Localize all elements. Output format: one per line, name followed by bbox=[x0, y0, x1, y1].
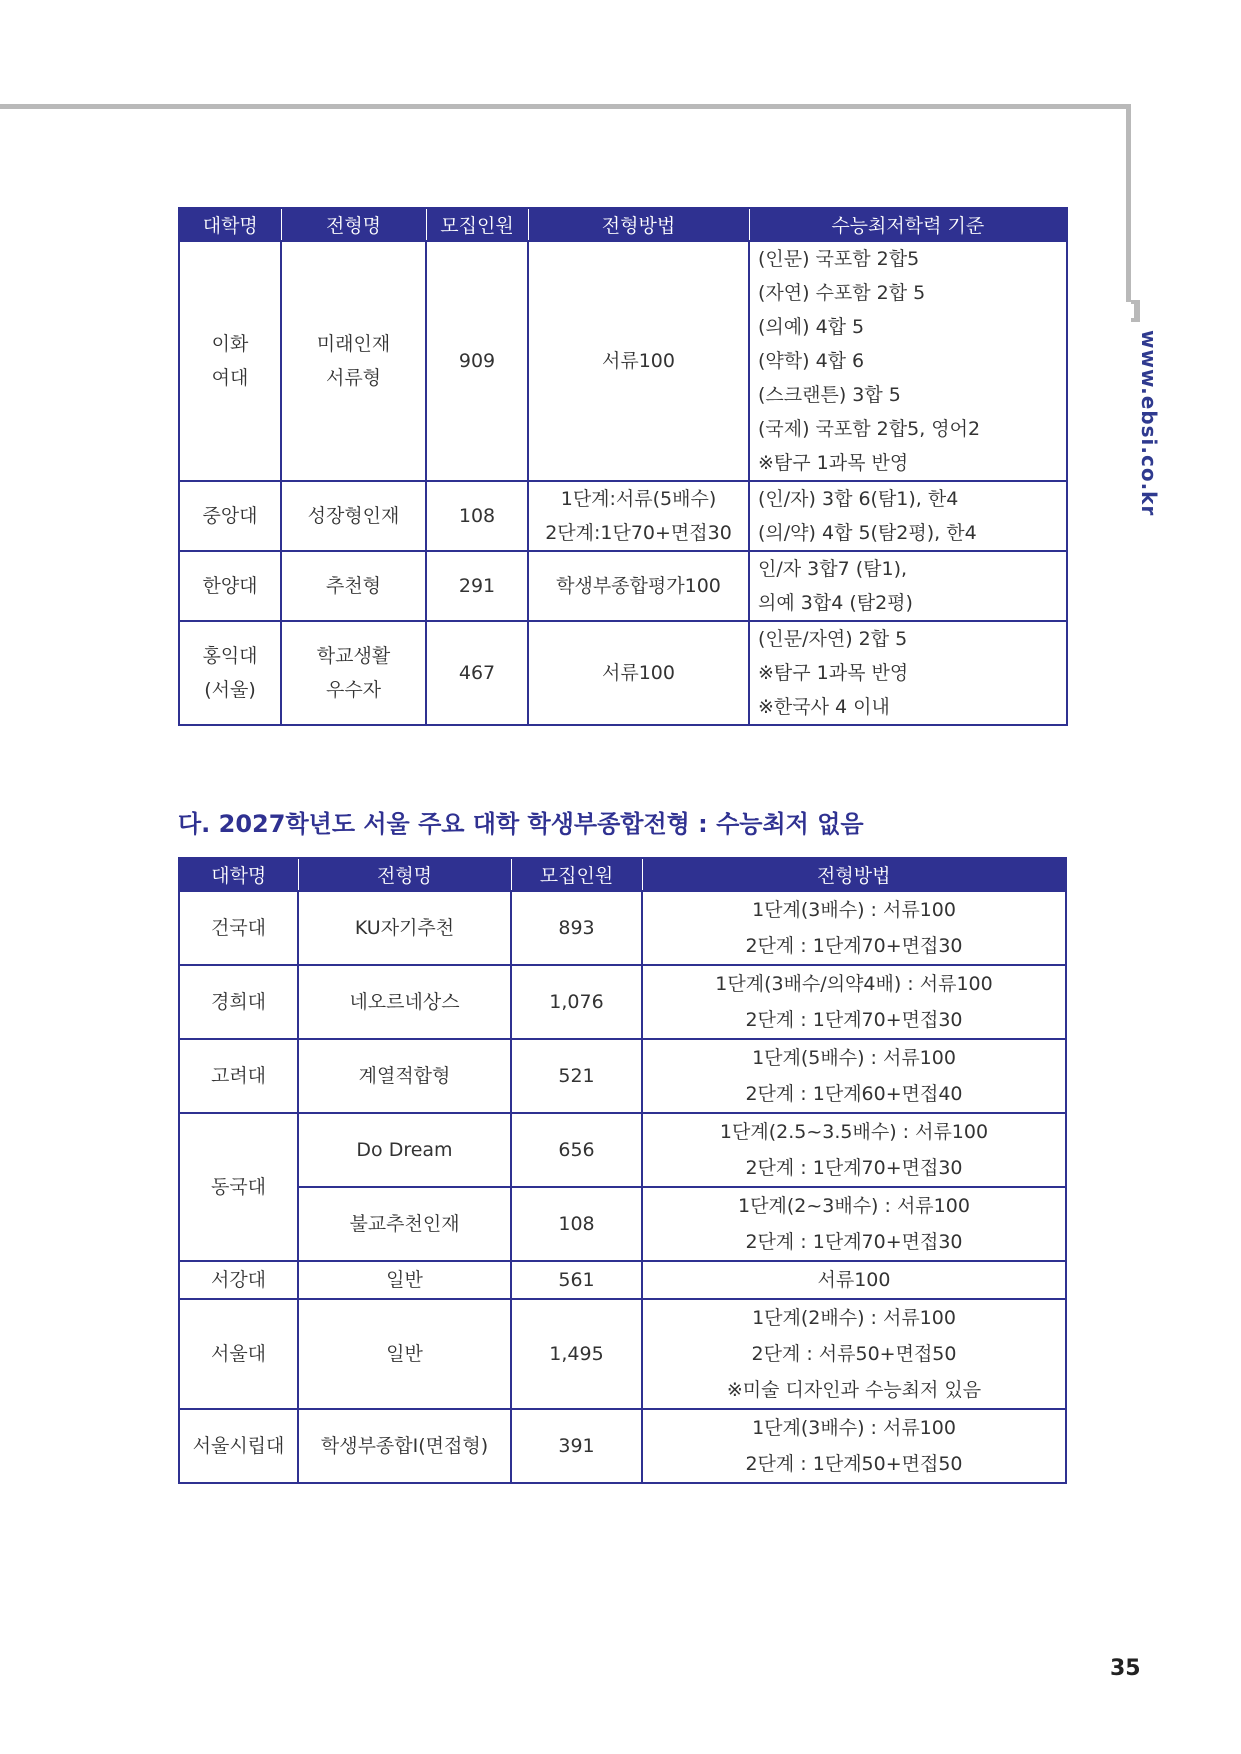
table-row bbox=[179, 965, 1066, 1039]
frame-line-top bbox=[0, 104, 1130, 109]
cell-quota: 893 bbox=[511, 891, 642, 965]
cell-quota: 108 bbox=[511, 1187, 642, 1261]
header-quota: 모집인원 bbox=[511, 858, 642, 891]
cell-admission: 성장형인재 bbox=[281, 481, 426, 551]
cell-quota: 656 bbox=[511, 1113, 642, 1187]
site-url: www.ebsi.co.kr bbox=[1137, 330, 1161, 517]
header-admission: 전형명 bbox=[281, 208, 426, 241]
cell-method: 학생부종합평가100 bbox=[528, 551, 749, 621]
table-row bbox=[179, 1409, 1066, 1483]
side-tab-mark-inner bbox=[1131, 304, 1134, 318]
frame-line-right bbox=[1126, 104, 1131, 302]
text-line: ※탐구 1과목 반영 bbox=[758, 452, 909, 474]
cell-university: 경희대 bbox=[179, 965, 298, 1039]
table-row bbox=[179, 1261, 1066, 1299]
section-title: 다. 2027학년도 서울 주요 대학 학생부종합전형 : 수능최저 없음 bbox=[178, 810, 864, 838]
text-line: 1단계(2.5~3.5배수) : 서류100 bbox=[719, 1121, 989, 1143]
table-row bbox=[179, 481, 1067, 551]
text-line: (자연) 수포함 2합 5 bbox=[758, 282, 926, 304]
no-criteria-table bbox=[178, 857, 1067, 1484]
cell-quota: 291 bbox=[426, 551, 528, 621]
cell-university: 서울시립대 bbox=[179, 1409, 298, 1483]
cell-admission: 계열적합형 bbox=[298, 1039, 511, 1113]
cell-quota: 1,495 bbox=[511, 1299, 642, 1409]
cell-method bbox=[642, 1299, 1066, 1409]
cell-quota: 391 bbox=[511, 1409, 642, 1483]
text-line: 2단계 : 1단계70+면접30 bbox=[745, 1009, 963, 1031]
cell-method: 서류100 bbox=[528, 621, 749, 725]
text-line: (인문) 국포함 2합5 bbox=[758, 248, 920, 270]
text-line: ※탐구 1과목 반영 bbox=[758, 662, 909, 684]
text-line: (의예) 4합 5 bbox=[758, 316, 865, 338]
text-line: 우수자 bbox=[325, 679, 382, 701]
cell-method: 서류100 bbox=[642, 1261, 1066, 1299]
cell-method bbox=[642, 1409, 1066, 1483]
text-line: 2단계 : 1단계60+면접40 bbox=[745, 1083, 963, 1105]
text-line: ※한국사 4 이내 bbox=[758, 696, 890, 718]
criteria-table bbox=[178, 207, 1068, 726]
table-row bbox=[179, 1039, 1066, 1113]
cell-method bbox=[642, 891, 1066, 965]
text-line: 1단계(2~3배수) : 서류100 bbox=[738, 1195, 970, 1217]
table-row bbox=[179, 551, 1067, 621]
cell-university: 한양대 bbox=[179, 551, 281, 621]
text-line: (의/약) 4합 5(탐2평), 한4 bbox=[758, 522, 977, 544]
cell-method bbox=[642, 1187, 1066, 1261]
text-line: 인/자 3합7 (탐1), bbox=[758, 558, 908, 580]
cell-quota: 521 bbox=[511, 1039, 642, 1113]
cell-university: 서강대 bbox=[179, 1261, 298, 1299]
cell-university bbox=[179, 241, 281, 481]
table-row bbox=[179, 621, 1067, 725]
text-line: 1단계(3배수/의약4배) : 서류100 bbox=[715, 973, 993, 995]
text-line: (인/자) 3합 6(탐1), 한4 bbox=[758, 488, 959, 510]
text-line: 여대 bbox=[211, 367, 249, 389]
header-quota: 모집인원 bbox=[426, 208, 528, 241]
cell-method bbox=[642, 1039, 1066, 1113]
cell-university: 동국대 bbox=[179, 1113, 298, 1261]
cell-admission: Do Dream bbox=[298, 1113, 511, 1187]
table-row bbox=[179, 891, 1066, 965]
text-line: ※미술 디자인과 수능최저 있음 bbox=[726, 1379, 982, 1401]
header-university: 대학명 bbox=[179, 208, 281, 241]
header-admission: 전형명 bbox=[298, 858, 511, 891]
cell-criteria bbox=[749, 551, 1067, 621]
text-line: 2단계 : 1단계70+면접30 bbox=[745, 935, 963, 957]
page-number: 35 bbox=[1110, 1656, 1141, 1681]
cell-admission bbox=[281, 241, 426, 481]
cell-quota: 467 bbox=[426, 621, 528, 725]
cell-admission: 일반 bbox=[298, 1261, 511, 1299]
cell-university: 건국대 bbox=[179, 891, 298, 965]
table-row bbox=[179, 1113, 1066, 1187]
cell-method bbox=[528, 481, 749, 551]
cell-criteria bbox=[749, 621, 1067, 725]
cell-criteria bbox=[749, 481, 1067, 551]
cell-admission bbox=[281, 621, 426, 725]
cell-university bbox=[179, 621, 281, 725]
cell-method bbox=[642, 1113, 1066, 1187]
text-line: 1단계:서류(5배수) bbox=[560, 488, 717, 510]
table-header-row bbox=[179, 208, 1067, 241]
header-university: 대학명 bbox=[179, 858, 298, 891]
text-line: 2단계 : 1단계50+면접50 bbox=[745, 1453, 963, 1475]
cell-quota: 561 bbox=[511, 1261, 642, 1299]
text-line: 2단계 : 서류50+면접50 bbox=[751, 1343, 957, 1365]
table-row bbox=[179, 241, 1067, 481]
header-criteria: 수능최저학력 기준 bbox=[749, 208, 1067, 241]
text-line: 1단계(3배수) : 서류100 bbox=[752, 1417, 956, 1439]
text-line: (국제) 국포함 2합5, 영어2 bbox=[758, 418, 981, 440]
cell-university: 고려대 bbox=[179, 1039, 298, 1113]
header-method: 전형방법 bbox=[528, 208, 749, 241]
text-line: 2단계 : 1단계70+면접30 bbox=[745, 1157, 963, 1179]
cell-admission: 추천형 bbox=[281, 551, 426, 621]
cell-method: 서류100 bbox=[528, 241, 749, 481]
text-line: 학교생활 bbox=[316, 645, 391, 667]
header-method: 전형방법 bbox=[642, 858, 1066, 891]
text-line: (약학) 4합 6 bbox=[758, 350, 865, 372]
text-line: 2단계:1단70+면접30 bbox=[545, 522, 732, 544]
table-row bbox=[179, 1299, 1066, 1409]
text-line: (인문/자연) 2합 5 bbox=[758, 628, 908, 650]
text-line: 1단계(3배수) : 서류100 bbox=[752, 899, 956, 921]
cell-quota: 108 bbox=[426, 481, 528, 551]
text-line: 서류형 bbox=[325, 367, 382, 389]
cell-admission: 네오르네상스 bbox=[298, 965, 511, 1039]
table-row bbox=[179, 1187, 1066, 1261]
text-line: 2단계 : 1단계70+면접30 bbox=[745, 1231, 963, 1253]
cell-method bbox=[642, 965, 1066, 1039]
cell-quota: 1,076 bbox=[511, 965, 642, 1039]
text-line: 의예 3합4 (탐2평) bbox=[758, 592, 913, 614]
cell-admission: 일반 bbox=[298, 1299, 511, 1409]
cell-criteria bbox=[749, 241, 1067, 481]
table-header-row bbox=[179, 858, 1066, 891]
text-line: (서울) bbox=[204, 679, 256, 701]
cell-admission: KU자기추천 bbox=[298, 891, 511, 965]
cell-admission: 불교추천인재 bbox=[298, 1187, 511, 1261]
text-line: 1단계(2배수) : 서류100 bbox=[752, 1307, 956, 1329]
text-line: 1단계(5배수) : 서류100 bbox=[752, 1047, 956, 1069]
cell-university: 서울대 bbox=[179, 1299, 298, 1409]
cell-admission: 학생부종합I(면접형) bbox=[298, 1409, 511, 1483]
text-line: 홍익대 bbox=[202, 645, 258, 667]
text-line: 이화 bbox=[211, 333, 249, 355]
text-line: 미래인재 bbox=[316, 333, 391, 355]
cell-quota: 909 bbox=[426, 241, 528, 481]
text-line: (스크랜튼) 3합 5 bbox=[758, 384, 901, 406]
cell-university: 중앙대 bbox=[179, 481, 281, 551]
